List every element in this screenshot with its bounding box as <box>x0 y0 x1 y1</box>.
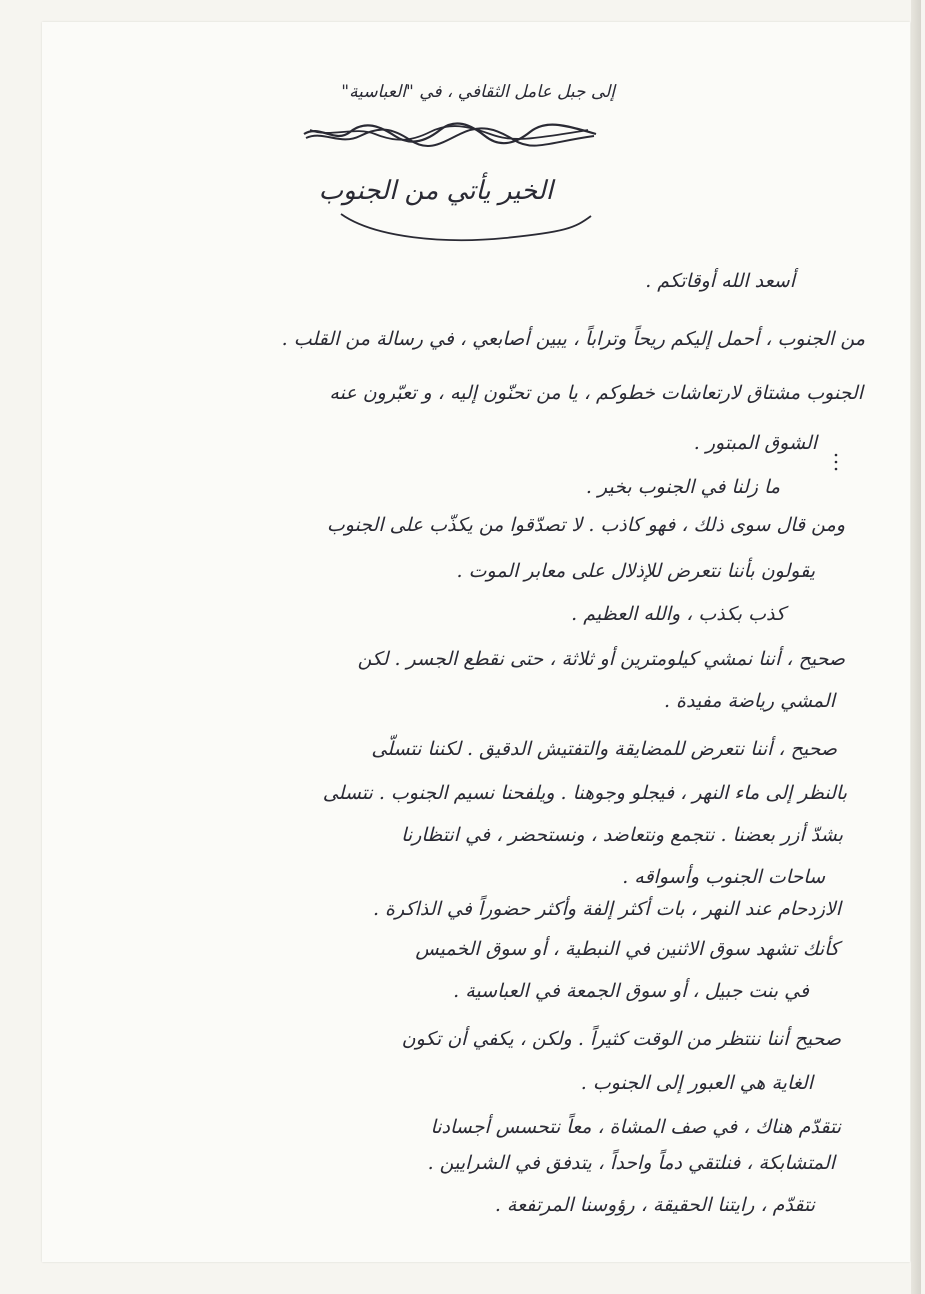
text-line-19: الغاية هي العبور إلى الجنوب . <box>580 1072 813 1094</box>
text-line-2: من الجنوب ، أحمل إليكم ريحاً وتراباً ، يبين أصابعي ، في رسالة من القلب . <box>281 328 865 350</box>
text-line-18: صحيح أننا ننتظر من الوقت كثيراً . ولكن ، يكفي أن تكون <box>401 1028 841 1050</box>
text-line-9: صحيح ، أننا نمشي كيلومترين أو ثلاثة ، حتى نقطع الجسر . لكن <box>357 648 845 670</box>
text-line-4: الشوق المبتور . <box>693 432 817 454</box>
text-line-20: نتقدّم هناك ، في صف المشاة ، معاً نتحسس أجسادنا <box>430 1116 841 1138</box>
text-line-14: ساحات الجنوب وأسواقه . <box>622 866 825 888</box>
text-line-7: يقولون بأننا نتعرض للإذلال على معابر الموت . <box>456 560 815 582</box>
page-title: الخير يأتي من الجنوب <box>318 176 553 206</box>
text-line-3: الجنوب مشتاق لارتعاشات خطوكم ، يا من تحنّون إليه ، و تعبّرون عنه <box>329 382 863 404</box>
text-line-22: نتقدّم ، رايتنا الحقيقة ، رؤوسنا المرتفعة . <box>494 1194 815 1216</box>
text-line-17: في بنت جبيل ، أو سوق الجمعة في العباسية . <box>453 980 809 1002</box>
text-line-1: أسعد الله أوقاتكم . <box>645 270 795 292</box>
margin-dots <box>832 452 840 472</box>
text-line-16: كأنك تشهد سوق الاثنين في النبطية ، أو سوق الخميس <box>415 938 839 960</box>
scan-edge <box>911 0 921 1294</box>
title-underline <box>335 208 595 248</box>
text-line-5: ما زلنا في الجنوب بخير . <box>585 476 780 498</box>
text-line-12: بالنظر إلى ماء النهر ، فيجلو وجوهنا . ويلفحنا نسيم الجنوب . نتسلى <box>322 782 847 804</box>
scribble-mark <box>300 120 600 148</box>
struck-through-line <box>300 120 600 148</box>
text-line-13: بشدّ أزر بعضنا . نتجمع ونتعاضد ، ونستحضر ، في انتظارنا <box>401 824 843 846</box>
text-line-6: ومن قال سوى ذلك ، فهو كاذب . لا تصدّقوا من يكذّب على الجنوب <box>326 514 845 536</box>
text-line-8: كذب بكذب ، والله العظيم . <box>571 603 785 625</box>
text-line-15: الازدحام عند النهر ، بات أكثر إلفة وأكثر حضوراً في الذاكرة . <box>372 898 841 920</box>
text-line-10: المشي رياضة مفيدة . <box>663 690 835 712</box>
text-line-11: صحيح ، أننا نتعرض للمضايقة والتفتيش الدقيق . لكننا نتسلّى <box>371 738 837 760</box>
author-header: إلى جبل عامل الثقافي ، في "العباسية" <box>341 82 615 102</box>
text-line-21: المتشابكة ، فنلتقي دماً واحداً ، يتدفق في الشرايين . <box>427 1152 835 1174</box>
